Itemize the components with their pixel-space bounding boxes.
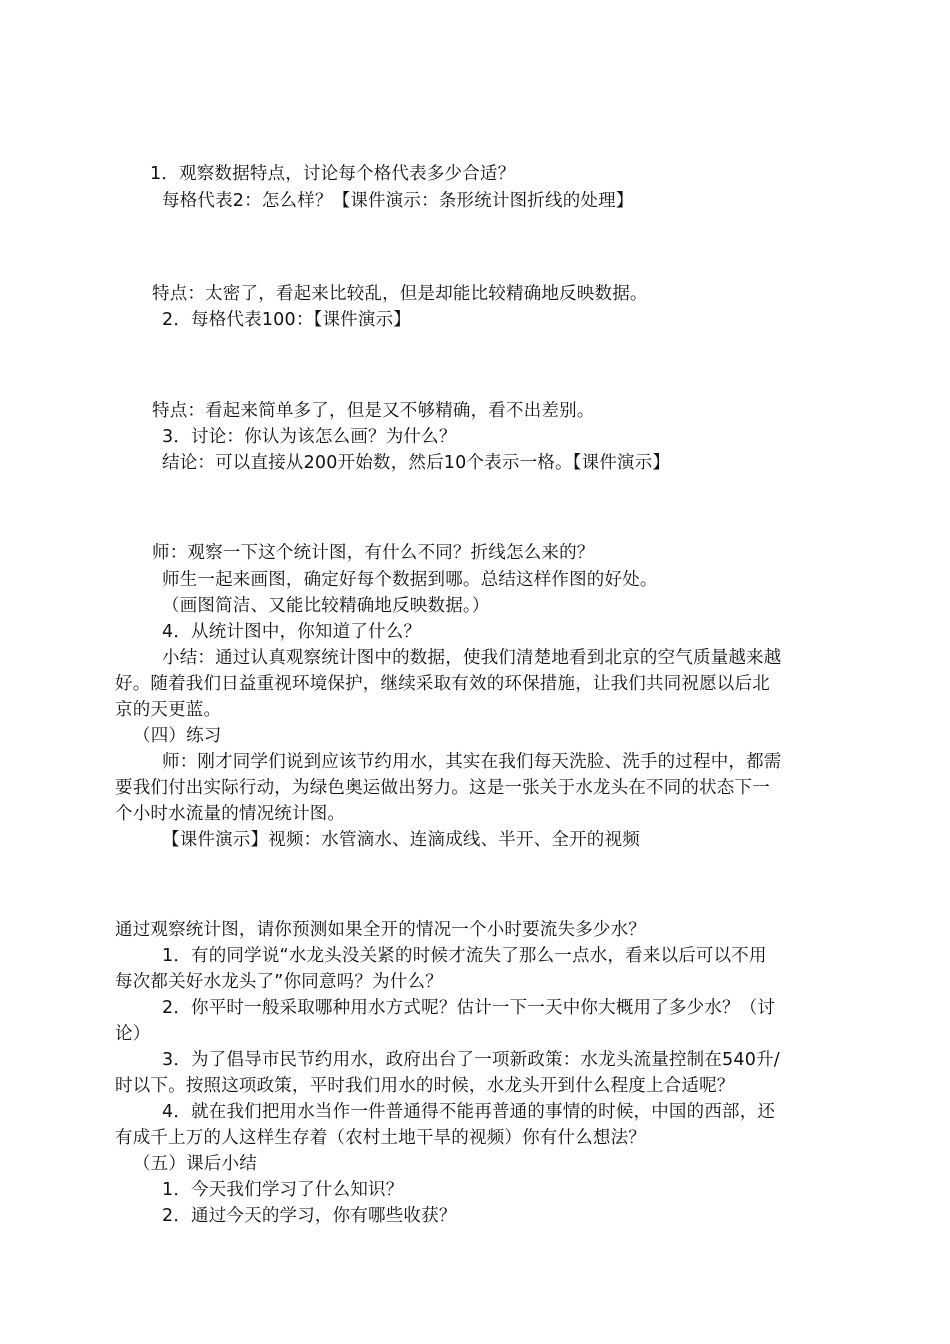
text-line: 师：刚才同学们说到应该节约用水，其实在我们每天洗脸、洗手的过程中，都需 [162, 752, 782, 772]
text-line: 1．今天我们学习了什么知识？ [162, 1180, 404, 1200]
text-line: 有成千上万的人这样生存着（农村土地干旱的视频）你有什么想法？ [115, 1128, 646, 1148]
section-heading: （五）课后小结 [133, 1154, 257, 1174]
text-line: 论） [115, 1024, 151, 1044]
text-line: 个小时水流量的情况统计图。 [115, 804, 346, 824]
text-line: 师：观察一下这个统计图，有什么不同？折线怎么来的？ [152, 543, 595, 563]
text-line: 1．观察数据特点，讨论每个格代表多少合适？ [150, 164, 516, 184]
text-line: 通过观察统计图，请你预测如果全开的情况一个小时要流失多少水？ [115, 920, 646, 940]
text-line: 每次都关好水龙头了”你同意吗？为什么？ [115, 972, 443, 992]
text-line: 特点：看起来简单多了，但是又不够精确，看不出差别。 [152, 401, 595, 421]
text-line: 2．每格代表100：【课件演示】 [162, 310, 411, 330]
text-line: 结论：可以直接从200开始数，然后10个表示一格。【课件演示】 [162, 453, 671, 473]
text-line: 1．有的同学说“水龙头没关紧的时候才流失了那么一点水，看来以后可以不用 [162, 946, 767, 966]
text-line: 【课件演示】视频：水管滴水、连滴成线、半开、全开的视频 [162, 830, 640, 850]
text-line: 特点：太密了，看起来比较乱，但是却能比较精确地反映数据。 [152, 284, 648, 304]
text-line: 师生一起来画图，确定好每个数据到哪。总结这样作图的好处。 [162, 570, 658, 590]
text-line: 3．为了倡导市民节约用水，政府出台了一项新政策：水龙头流量控制在540升/ [162, 1050, 780, 1070]
text-line: 4．就在我们把用水当作一件普通得不能再普通的事情的时候，中国的西部，还 [162, 1102, 776, 1122]
text-line: 小结：通过认真观察统计图中的数据，使我们清楚地看到北京的空气质量越来越 [162, 648, 782, 668]
text-line: 要我们付出实际行动，为绿色奥运做出努力。这是一张关于水龙头在不同的状态下一 [115, 778, 770, 798]
text-line: 4．从统计图中，你知道了什么？ [162, 622, 422, 642]
text-line: 3．讨论：你认为该怎么画？为什么？ [162, 427, 457, 447]
text-line: 每格代表2：怎么样？【课件演示：条形统计图折线的处理】 [162, 191, 634, 211]
text-line: 京的天更蓝。 [115, 700, 222, 720]
text-line: 2．通过今天的学习，你有哪些收获？ [162, 1206, 457, 1226]
text-line: 好。随着我们日益重视环境保护，继续采取有效的环保措施，让我们共同祝愿以后北 [115, 674, 770, 694]
text-line: 2．你平时一般采取哪种用水方式呢？估计一下一天中你大概用了多少水？（讨 [162, 998, 776, 1018]
text-line: 时以下。按照这项政策，平时我们用水的时候，水龙头开到什么程度上合适呢？ [115, 1076, 735, 1096]
text-line: （画图简洁、又能比较精确地反映数据。） [162, 596, 490, 616]
section-heading: （四）练习 [133, 726, 222, 746]
